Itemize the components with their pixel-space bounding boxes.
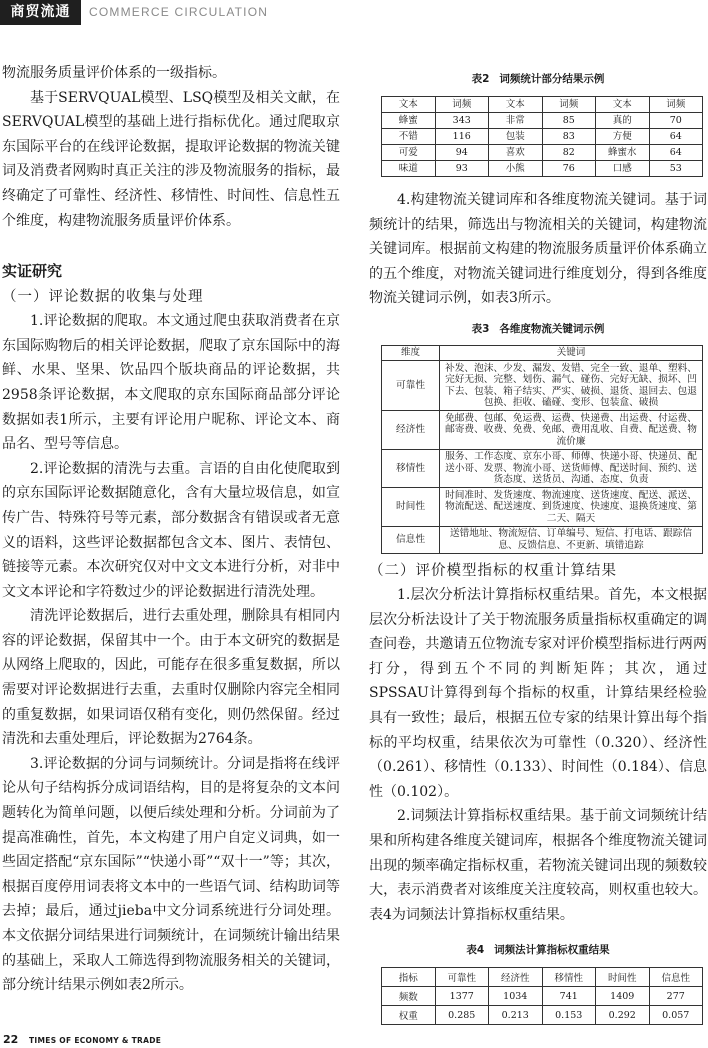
table-cell: 0.213	[489, 1006, 543, 1025]
table-header-cell: 时间性	[596, 968, 650, 987]
table-cell: 蜂蜜水	[596, 145, 650, 161]
table-header-cell: 可靠性	[435, 968, 489, 987]
table-cell: 频数	[382, 987, 436, 1006]
table-cell: 包装	[489, 129, 543, 145]
table-header-cell: 关键词	[440, 346, 703, 361]
continued-text: 物流服务质量评价体系的一级指标。	[2, 65, 226, 81]
table-cell: 口感	[596, 161, 650, 177]
table-header-cell: 文本	[382, 97, 436, 113]
table-cell: 1377	[435, 987, 489, 1006]
table-cell: 741	[542, 987, 596, 1006]
table-cell: 0.292	[596, 1006, 650, 1025]
dimension-cell: 信息性	[382, 526, 440, 553]
keywords-cell: 服务、工作态度、京东小哥、师傅、快递小哥、快递员、配送小哥、发票、物流小哥、送货师傅、配送时间、预约、送货态度、送货员、沟通、态度、负责	[440, 449, 703, 488]
table-cell: 83	[542, 129, 596, 145]
table-caption	[369, 941, 707, 959]
keywords-cell: 补发、泡沫、少发、漏发、发错、完全一致、退单、塑料、完好无损、完整、划伤、漏气、碰伤、完好无缺、损坏、凹下去、包装、箱子结实、严实、破损、退货、退回去、包退包换、拒收、磕碰、变形、包装盒、破损	[440, 361, 703, 411]
table-cell: 64	[649, 129, 703, 145]
table-title: 各维度物流关键词示例	[499, 322, 605, 335]
table-cell: 70	[649, 113, 703, 129]
intro-paragraph: 基于SERVQUAL模型、LSQ模型及相关文献，在SERVQUAL模型的基础上进行指标优化。通过爬取京东国际平台的在线评论数据，提取评论数据的物流关键词及消费者网购时真正关注的涉及物流服务的指标，最终确定了可靠性、经济性、移情性、时间性、信息性五个维度，构建物流服务质量评价体系。	[2, 89, 340, 229]
right-column	[369, 70, 707, 1025]
subsection-heading: （一）评论数据的收集与处理	[2, 289, 204, 306]
table-cell: 不错	[382, 129, 436, 145]
table-header-row	[382, 968, 703, 987]
table-header-cell: 维度	[382, 346, 440, 361]
table-row	[382, 161, 703, 177]
table-row	[382, 361, 703, 411]
table-cell: 方便	[596, 129, 650, 145]
table-title: 词频法计算指标权重结果	[494, 944, 610, 957]
table-cell: 116	[435, 129, 489, 145]
table-row	[382, 526, 703, 553]
indicator-weight-table	[381, 967, 703, 1025]
table-cell: 1409	[596, 987, 650, 1006]
table-header-row	[382, 346, 703, 361]
table-label: 表2	[471, 73, 490, 85]
table-header-cell: 移情性	[542, 968, 596, 987]
table-cell: 76	[542, 161, 596, 177]
table-header-row	[382, 97, 703, 113]
table-header-cell: 指标	[382, 968, 436, 987]
keywords-cell: 时间准时、发货速度、物流速度、送货速度、配送、派送、物流配送、配送速度、到货速度、快速度、退换货速度、第二天、隔天	[440, 488, 703, 527]
table-row	[382, 129, 703, 145]
table-cell: 0.057	[649, 1006, 703, 1025]
table-row	[382, 113, 703, 129]
table-header-cell: 词频	[435, 97, 489, 113]
page-number: 22	[3, 1033, 19, 1046]
paragraph: 1.评论数据的爬取。本文通过爬虫获取消费者在京东国际购物后的相关评论数据，爬取了京东国际中的海鲜、水果、坚果、饮品四个版块商品的评论数据，共2958条评论数据，本文爬取的京东国际商品部分评论数据如表1所示，主要有评论用户昵称、评论文本、商品名、型号等信息。	[2, 313, 340, 453]
table-cell: 蜂蜜	[382, 113, 436, 129]
table-header-cell: 经济性	[489, 968, 543, 987]
table-cell: 277	[649, 987, 703, 1006]
keywords-cell: 送错地址、物流短信、订单编号、短信、打电话、跟踪信息、反馈信息、不更新、填错追踪	[440, 526, 703, 553]
dimension-cell: 可靠性	[382, 361, 440, 411]
table-header-cell: 词频	[542, 97, 596, 113]
table-title: 词频统计部分结果示例	[499, 73, 605, 85]
table-cell: 53	[649, 161, 703, 177]
journal-footer-name: TIMES OF ECONOMY & TRADE	[29, 1036, 162, 1045]
subsection-heading: （二）评价模型指标的权重计算结果	[369, 562, 617, 579]
table-cell: 权重	[382, 1006, 436, 1025]
dimension-cell: 移情性	[382, 449, 440, 488]
table-header-cell: 文本	[596, 97, 650, 113]
keywords-cell: 免邮费、包邮、免运费、运费、快递费、出运费、付运费、邮寄费、收费、免费、免邮、费用乱收、自费、配送费、物流价廉	[440, 411, 703, 450]
paragraph: 3.评论数据的分词与词频统计。分词是指将在线评论从句子结构拆分成词语结构，目的是将复杂的文本问题转化为简单问题，以便后续处理和分析。分词前为了提高准确性，首先，本文构建了用户自定义词典，如一些固定搭配“京东国际”“快递小哥”“双十一”等；其次，根据百度停用词表将文本中的一些语气词、结构助词等去掉；最后，通过jieba中文分词系统进行分词处理。本文依据分词结果进行词频统计，在词频统计输出结果的基础上，采取人工筛选得到物流服务相关的关键词，部分统计结果示例如表2所示。	[2, 755, 340, 994]
journal-header-title: 商贸流通	[0, 0, 81, 25]
table-cell: 可爱	[382, 145, 436, 161]
table-row	[382, 411, 703, 450]
paragraph: 4.构建物流关键词库和各维度物流关键词。基于词频统计的结果，筛选出与物流相关的关键词，构建物流关键词库。根据前文构建的物流服务质量评价体系确立的五个维度，对物流关键词进行维度划分，得到各维度物流关键词示例，如表3所示。	[369, 192, 707, 307]
table-cell: 82	[542, 145, 596, 161]
table-row	[382, 449, 703, 488]
word-frequency-table	[381, 96, 703, 177]
table-header-cell: 文本	[489, 97, 543, 113]
table-cell: 非常	[489, 113, 543, 129]
table-header-cell: 信息性	[649, 968, 703, 987]
section-heading: 实证研究	[2, 262, 63, 281]
table-cell: 喜欢	[489, 145, 543, 161]
table-cell: 85	[542, 113, 596, 129]
table-cell: 真的	[596, 113, 650, 129]
journal-header-subtitle: COMMERCE CIRCULATION	[89, 5, 269, 19]
table-row	[382, 1006, 703, 1025]
table-row	[382, 488, 703, 527]
dimension-cell: 时间性	[382, 488, 440, 527]
table-cell: 0.153	[542, 1006, 596, 1025]
paragraph: 1.层次分析法计算指标权重结果。首先，本文根据层次分析法设计了关于物流服务质量指标权重确定的调查问卷，共邀请五位物流专家对评价模型指标进行两两打分，得到五个不同的判断矩阵；其次，通过SPSSAU计算得到每个指标的权重，计算结果经检验具有一致性；最后，根据五位专家的结果计算出每个指标的平均权重，结果依次为可靠性（0.320）、经济性（0.261）、移情性（0.133）、时间性（0.184）、信息性（0.102）。	[369, 586, 707, 800]
table-label: 表3	[471, 322, 490, 335]
table-caption	[369, 320, 707, 338]
dimension-keywords-table	[381, 345, 703, 554]
table-cell: 64	[649, 145, 703, 161]
table-cell: 1034	[489, 987, 543, 1006]
table-header-cell: 词频	[649, 97, 703, 113]
table-row	[382, 987, 703, 1006]
table-cell: 343	[435, 113, 489, 129]
table-cell: 小熊	[489, 161, 543, 177]
table-label: 表4	[466, 944, 485, 957]
table-cell: 94	[435, 145, 489, 161]
table-cell: 93	[435, 161, 489, 177]
table-caption	[369, 70, 707, 88]
left-column	[2, 61, 340, 998]
paragraph: 清洗评论数据后，进行去重处理，删除具有相同内容的评论数据，保留其中一个。由于本文研究的数据是从网络上爬取的，因此，可能存在很多重复数据，所以需要对评论数据进行去重，去重时仅删除内容完全相同的重复数据，如果词语仅稍有变化，则仍然保留。经过清洗和去重处理后，评论数据为2764条。	[2, 608, 340, 748]
paragraph: 2.词频法计算指标权重结果。基于前文词频统计结果和所构建各维度关键词库，根据各个维度物流关键词出现的频率确定指标权重，若物流关键词出现的频数较大，表示消费者对该维度关注度较高，则权重也较大。表4为词频法计算指标权重结果。	[369, 808, 707, 923]
dimension-cell: 经济性	[382, 411, 440, 450]
paragraph: 2.评论数据的清洗与去重。言语的自由化使爬取到的京东国际评论数据随意化，含有大量垃圾信息，如宣传广告、特殊符号等元素，部分数据含有错误或者无意义的语料，这些评论数据都包含文本、图片、表情包、链接等元素。本次研究仅对中文文本进行分析，对非中文文本评论和字符数过少的评论数据进行清洗处理。	[2, 460, 340, 600]
table-cell: 0.285	[435, 1006, 489, 1025]
table-row	[382, 145, 703, 161]
table-cell: 味道	[382, 161, 436, 177]
